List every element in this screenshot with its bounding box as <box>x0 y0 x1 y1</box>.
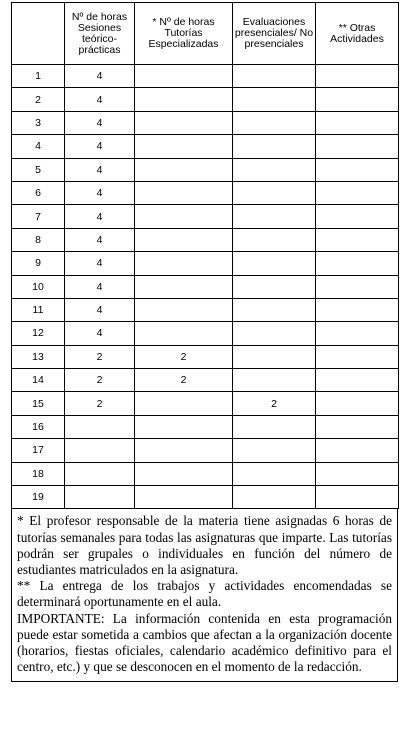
week-number-cell: 13 <box>12 345 65 368</box>
evaluations-cell <box>233 462 316 485</box>
theory-hours-cell: 4 <box>65 181 135 204</box>
theory-hours-cell: 4 <box>65 158 135 181</box>
table-row <box>12 65 399 88</box>
other-activities-cell <box>316 369 399 392</box>
tutoring-hours-cell <box>135 462 233 485</box>
table-row <box>12 392 399 415</box>
tutoring-hours-cell <box>135 65 233 88</box>
tutoring-note: * El profesor responsable de la materia tiene asignadas 6 horas de tutorías semanales para todas las asignaturas que imparte. Las tutorías podrán ser grupales o individuales en función del número de estudiantes matriculados en la asignatura. <box>17 513 392 578</box>
assignments-note: ** La entrega de los trabajos y actividades encomendadas se determinará oportunamente en el aula. <box>17 578 392 610</box>
tutoring-hours-cell <box>135 322 233 345</box>
theory-hours-cell: 4 <box>65 298 135 321</box>
evaluations-cell <box>233 65 316 88</box>
evaluations-cell <box>233 298 316 321</box>
theory-hours-cell: 4 <box>65 205 135 228</box>
theory-hours-cell <box>65 462 135 485</box>
tutoring-hours-cell <box>135 486 233 509</box>
tutoring-hours-cell: 2 <box>135 345 233 368</box>
week-number-cell: 9 <box>12 252 65 275</box>
other-activities-cell <box>316 111 399 134</box>
week-number-cell: 18 <box>12 462 65 485</box>
tutoring-hours-cell <box>135 205 233 228</box>
other-activities-cell <box>316 439 399 462</box>
other-activities-cell <box>316 415 399 438</box>
other-activities-cell <box>316 462 399 485</box>
table-row <box>12 298 399 321</box>
week-number-cell: 12 <box>12 322 65 345</box>
week-number-cell: 11 <box>12 298 65 321</box>
evaluations-cell <box>233 439 316 462</box>
evaluations-cell <box>233 369 316 392</box>
tutoring-hours-cell <box>135 252 233 275</box>
table-row <box>12 369 399 392</box>
theory-hours-cell: 2 <box>65 345 135 368</box>
week-number-cell: 15 <box>12 392 65 415</box>
other-activities-cell <box>316 135 399 158</box>
theory-hours-cell <box>65 439 135 462</box>
notes-box <box>11 509 398 682</box>
other-activities-cell <box>316 228 399 251</box>
week-number-cell: 3 <box>12 111 65 134</box>
week-number-cell: 1 <box>12 65 65 88</box>
theory-hours-cell <box>65 486 135 509</box>
week-number-cell: 16 <box>12 415 65 438</box>
theory-hours-cell: 4 <box>65 275 135 298</box>
theory-hours-cell: 4 <box>65 65 135 88</box>
theory-hours-cell <box>65 415 135 438</box>
week-number-cell: 10 <box>12 275 65 298</box>
table-row <box>12 439 399 462</box>
table-row <box>12 158 399 181</box>
other-activities-cell <box>316 88 399 111</box>
other-activities-cell <box>316 205 399 228</box>
table-row <box>12 252 399 275</box>
evaluations-cell <box>233 415 316 438</box>
evaluations-header: Evaluaciones presenciales/ No presenciales <box>233 3 316 65</box>
week-number-cell: 5 <box>12 158 65 181</box>
theory-hours-cell: 4 <box>65 135 135 158</box>
other-activities-header: ** Otras Actividades <box>316 3 399 65</box>
week-number-cell: 4 <box>12 135 65 158</box>
evaluations-cell <box>233 252 316 275</box>
important-note: IMPORTANTE: La información contenida en esta programación puede estar sometida a cambios que afectan a la organización docente (horarios, fiestas oficiales, calendario académico definitivo para el centro, etc.) y que se desconocen en el momento de la redacción. <box>17 610 392 675</box>
tutoring-hours-cell <box>135 275 233 298</box>
schedule-document <box>11 2 398 682</box>
week-number-cell: 6 <box>12 181 65 204</box>
tutoring-hours-cell <box>135 439 233 462</box>
theory-hours-cell: 2 <box>65 369 135 392</box>
evaluations-cell <box>233 322 316 345</box>
theory-hours-cell: 2 <box>65 392 135 415</box>
other-activities-cell <box>316 298 399 321</box>
table-row <box>12 275 399 298</box>
week-header <box>12 3 65 65</box>
evaluations-cell <box>233 135 316 158</box>
table-row <box>12 486 399 509</box>
other-activities-cell <box>316 252 399 275</box>
table-row <box>12 228 399 251</box>
evaluations-cell <box>233 158 316 181</box>
evaluations-cell <box>233 88 316 111</box>
other-activities-cell <box>316 181 399 204</box>
evaluations-cell <box>233 486 316 509</box>
theory-hours-cell: 4 <box>65 228 135 251</box>
other-activities-cell <box>316 345 399 368</box>
theory-hours-cell: 4 <box>65 322 135 345</box>
tutoring-hours-cell <box>135 298 233 321</box>
week-number-cell: 14 <box>12 369 65 392</box>
tutoring-hours-cell <box>135 135 233 158</box>
table-header-row <box>12 3 399 65</box>
table-row <box>12 111 399 134</box>
other-activities-cell <box>316 158 399 181</box>
week-number-cell: 2 <box>12 88 65 111</box>
table-row <box>12 322 399 345</box>
week-number-cell: 8 <box>12 228 65 251</box>
evaluations-cell <box>233 111 316 134</box>
evaluations-cell <box>233 275 316 298</box>
tutoring-hours-cell <box>135 392 233 415</box>
other-activities-cell <box>316 65 399 88</box>
table-row <box>12 415 399 438</box>
tutoring-hours-cell <box>135 111 233 134</box>
table-row <box>12 462 399 485</box>
theory-hours-cell: 4 <box>65 111 135 134</box>
other-activities-cell <box>316 486 399 509</box>
table-row <box>12 88 399 111</box>
weekly-hours-table <box>11 2 399 509</box>
theory-hours-cell: 4 <box>65 88 135 111</box>
other-activities-cell <box>316 392 399 415</box>
other-activities-cell <box>316 322 399 345</box>
tutoring-hours-cell <box>135 228 233 251</box>
table-row <box>12 345 399 368</box>
other-activities-cell <box>316 275 399 298</box>
evaluations-cell <box>233 181 316 204</box>
evaluations-cell <box>233 205 316 228</box>
table-row <box>12 135 399 158</box>
evaluations-cell <box>233 345 316 368</box>
week-number-cell: 7 <box>12 205 65 228</box>
tutoring-hours-cell <box>135 158 233 181</box>
tutoring-hours-cell <box>135 415 233 438</box>
theory-hours-header: Nº de horas Sesiones teórico-prácticas <box>65 3 135 65</box>
evaluations-cell <box>233 228 316 251</box>
table-row <box>12 205 399 228</box>
table-row <box>12 181 399 204</box>
week-number-cell: 19 <box>12 486 65 509</box>
tutoring-hours-cell: 2 <box>135 369 233 392</box>
tutoring-hours-cell <box>135 88 233 111</box>
tutoring-hours-cell <box>135 181 233 204</box>
evaluations-cell: 2 <box>233 392 316 415</box>
week-number-cell: 17 <box>12 439 65 462</box>
theory-hours-cell: 4 <box>65 252 135 275</box>
tutoring-hours-header: * Nº de horas Tutorías Especializadas <box>135 3 233 65</box>
